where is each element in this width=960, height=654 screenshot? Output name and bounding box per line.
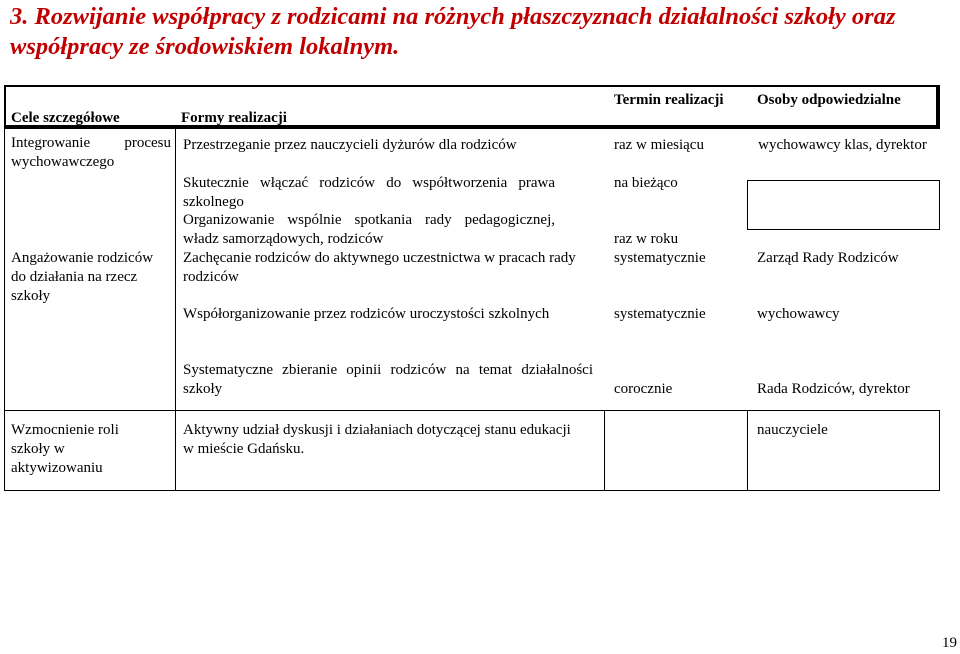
grid-line — [747, 229, 939, 230]
responsible-cell: Rada Rodziców, dyrektor — [757, 381, 910, 397]
responsible-cell: nauczyciele — [757, 422, 828, 438]
grid-line — [4, 410, 939, 411]
term-cell: corocznie — [614, 381, 673, 397]
goal-cell: Integrowanie procesu wychowawczego — [11, 135, 171, 170]
header-forms: Formy realizacji — [181, 110, 287, 126]
responsible-cell: Zarząd Rady Rodziców — [757, 250, 899, 266]
term-cell: systematycznie — [614, 306, 706, 322]
header-responsible: Osoby odpowiedzialne — [757, 92, 901, 108]
page-number: 19 — [942, 635, 957, 651]
form-cell: Systematyczne zbieranie opinii rodziców na temat działalności szkoły — [183, 362, 593, 397]
responsible-cell: wychowawcy — [757, 306, 840, 322]
grid-line — [747, 410, 748, 491]
grid-line — [175, 129, 176, 491]
grid-line — [747, 180, 939, 181]
goal-cell: Angażowanie rodziców do działania na rzecz szkoły — [11, 250, 154, 304]
form-cell: Przestrzeganie przez nauczycieli dyżurów dla rodziców — [183, 137, 517, 153]
form-cell: Organizowanie wspólnie spotkania rady pedagogicznej, władz samorządowych, rodziców — [183, 212, 555, 247]
section-heading: 3. Rozwijanie współpracy z rodzicami na różnych płaszczyznach działalności szkoły oraz współpracy ze środowiskiem lokalnym. — [10, 3, 896, 60]
goal-cell: Wzmocnienie roli szkoły w aktywizowaniu — [11, 422, 119, 476]
header-term: Termin realizacji — [614, 92, 724, 108]
form-cell: Aktywny udział dyskusji i działaniach dotyczącej stanu edukacji w mieście Gdańsku. — [183, 422, 571, 457]
form-cell: Skutecznie włączać rodziców do współtworzenia prawa szkolnego — [183, 175, 555, 210]
header-goals: Cele szczegółowe — [11, 110, 120, 126]
term-cell: systematycznie — [614, 250, 706, 266]
form-cell: Współorganizowanie przez rodziców uroczystości szkolnych — [183, 306, 550, 322]
grid-line — [939, 180, 940, 230]
grid-line — [747, 180, 748, 230]
grid-line — [4, 129, 5, 491]
grid-line — [4, 490, 939, 491]
grid-line — [604, 410, 605, 491]
term-cell: raz w miesiącu — [614, 137, 704, 153]
term-cell: na bieżąco — [614, 175, 678, 191]
term-cell: raz w roku — [614, 231, 679, 247]
responsible-cell: wychowawcy klas, dyrektor — [758, 137, 927, 153]
form-cell: Zachęcanie rodziców do aktywnego uczestnictwa w pracach rady rodziców — [183, 250, 576, 285]
grid-line — [939, 410, 940, 491]
